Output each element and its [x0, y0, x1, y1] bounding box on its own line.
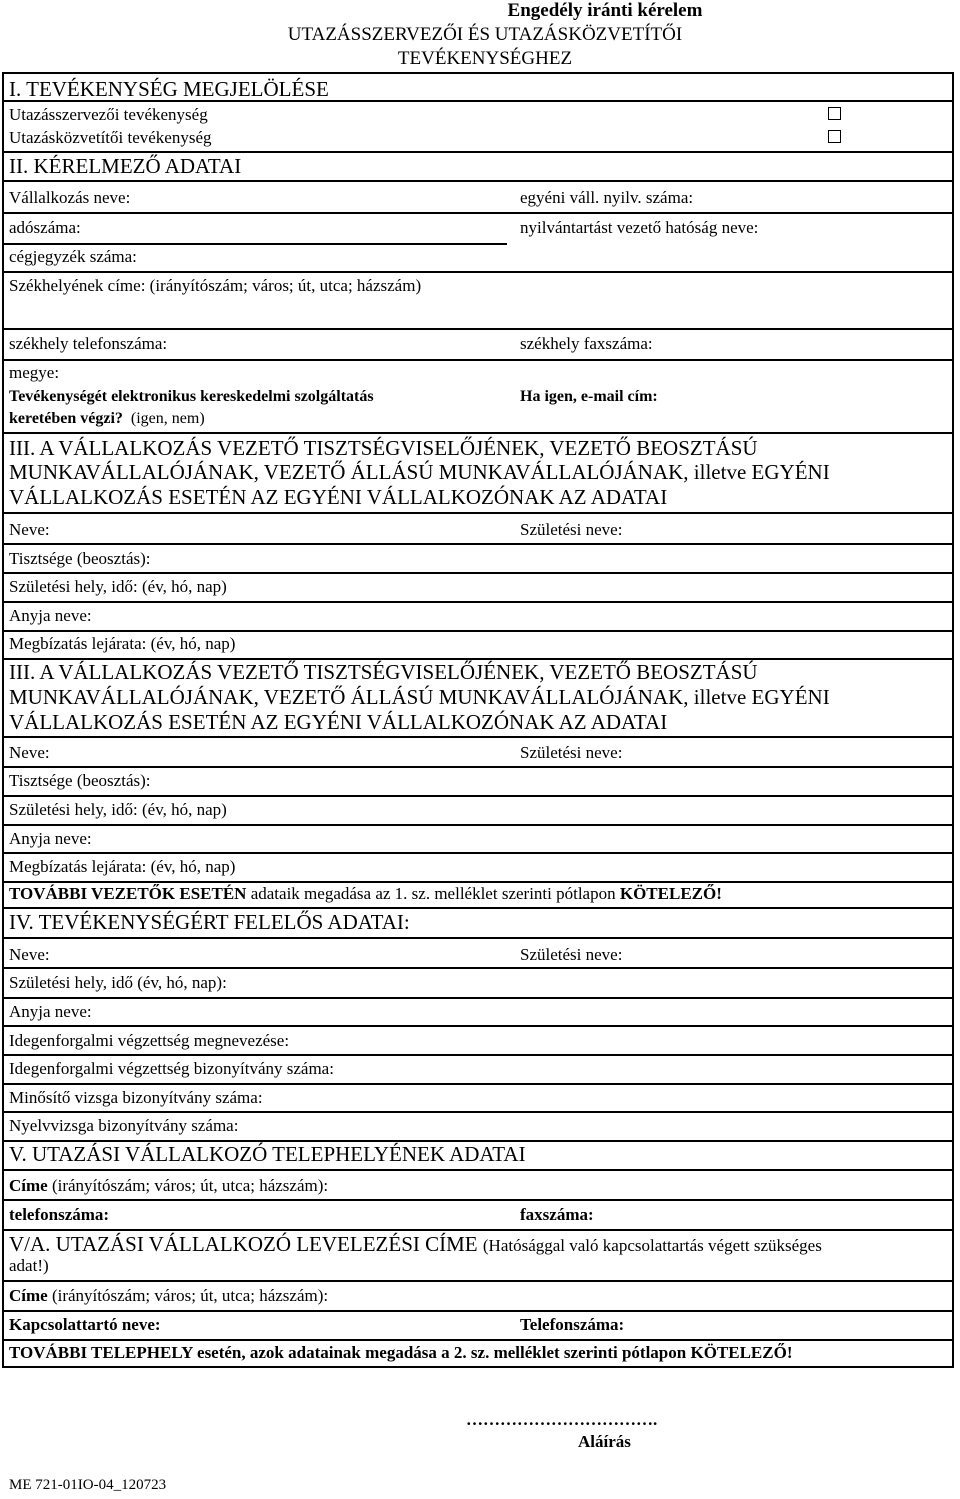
divider — [2, 180, 954, 182]
divider — [2, 881, 954, 883]
divider — [2, 1229, 954, 1231]
leader-mandate: Megbízatás lejárata: — [9, 634, 147, 653]
section-2-title: II. KÉRELMEZŐ ADATAI — [9, 154, 242, 178]
seat-address-label — [9, 276, 421, 296]
section-3-title-l2: MUNKAVÁLLALÓJÁNAK, VEZETŐ ÁLLÁSÚ MUNKAVÁLLALÓJÁNAK, illetve EGYÉNI — [9, 460, 830, 484]
divider — [2, 1280, 954, 1282]
date-hint: (év, hó, nap) — [150, 634, 236, 653]
signature-label: Aláírás — [578, 1432, 631, 1451]
divider — [2, 824, 954, 826]
individual-reg-label: egyéni váll. nyilv. száma: — [520, 188, 694, 207]
section-5a-title — [9, 1232, 822, 1257]
divider — [2, 766, 954, 768]
divider — [2, 937, 954, 939]
county-label: megye: — [9, 363, 60, 382]
checkbox-travel-agent[interactable] — [828, 130, 841, 143]
section-5a-note: (Hatósággal való kapcsolattartás végett szükséges — [482, 1236, 822, 1255]
responsible-birth-name-label: Születési neve: — [520, 945, 623, 964]
divider — [2, 1169, 954, 1171]
option-travel-agent: Utazásközvetítői tevékenység — [9, 128, 212, 147]
qualification-cert-label: Idegenforgalmi végzettség bizonyítvány száma: — [9, 1059, 334, 1078]
further-leaders-mandatory: KÖTELEZŐ! — [619, 884, 722, 903]
divider — [2, 212, 954, 214]
site-address: Címe — [9, 1176, 48, 1195]
site-phone-label: telefonszáma: — [9, 1205, 110, 1224]
divider — [2, 572, 954, 574]
leader2-position-label: Tisztsége (beosztás): — [9, 771, 151, 790]
divider — [2, 997, 954, 999]
further-leaders-note — [9, 884, 722, 904]
form-title: Engedély iránti kérelem — [507, 0, 703, 21]
authority-label: nyilvántartást vezető hatóság neve: — [520, 218, 759, 237]
section-3b-title-l1: III. A VÁLLALKOZÁS VEZETŐ TISZTSÉGVISELŐJÉNEK, VEZETŐ BEOSZTÁSÚ — [9, 660, 758, 684]
leader2-birth-place: Születési hely, idő: — [9, 800, 138, 819]
responsible-name-label: Neve: — [9, 945, 50, 964]
mail-address-hint: (irányítószám; város; út, utca; házszám): — [51, 1286, 329, 1305]
birth-hint: (év, hó, nap): — [137, 973, 227, 992]
divider — [2, 543, 954, 545]
leader2-mandate: Megbízatás lejárata: — [9, 857, 147, 876]
leader-position-label: Tisztsége (beosztás): — [9, 549, 151, 568]
divider — [2, 967, 954, 969]
mail-address: Címe — [9, 1286, 48, 1305]
seat-hint: (irányítószám; város; út, utca; házszám) — [149, 276, 422, 295]
divider — [2, 1025, 954, 1027]
divider — [2, 243, 507, 245]
section-3-title-l3: VÁLLALKOZÁS ESETÉN AZ EGYÉNI VÁLLALKOZÓNAK AZ ADATAI — [9, 485, 668, 509]
site-fax-label: faxszáma: — [520, 1205, 594, 1224]
reg-number-label: cégjegyzék száma: — [9, 247, 137, 266]
form-code: ME 721-01IO-04_120723 — [9, 1477, 167, 1493]
option-tour-operator: Utazásszervezői tevékenység — [9, 105, 208, 124]
leader2-mother-label: Anyja neve: — [9, 829, 92, 848]
section-4-title: IV. TEVÉKENYSÉGÉRT FELELŐS ADATAI: — [9, 910, 410, 934]
signature-line: ……………………………. — [466, 1410, 658, 1429]
divider — [2, 100, 954, 102]
date-hint: (év, hó, nap) — [150, 857, 236, 876]
section-3b-title-l3: VÁLLALKOZÁS ESETÉN AZ EGYÉNI VÁLLALKOZÓNAK AZ ADATAI — [9, 710, 668, 734]
ecommerce-label-l2 — [9, 410, 205, 428]
leader-name-label: Neve: — [9, 520, 50, 539]
site-address-label — [9, 1176, 328, 1196]
checkbox-tour-operator[interactable] — [828, 107, 841, 120]
mail-address-label — [9, 1286, 328, 1306]
divider — [2, 630, 954, 632]
qualification-name-label: Idegenforgalmi végzettség megnevezése: — [9, 1031, 290, 1050]
leader2-birth-place-label — [9, 800, 227, 820]
contact-name-label: Kapcsolattartó neve: — [9, 1315, 161, 1334]
divider — [2, 271, 954, 273]
divider — [2, 1054, 954, 1056]
leader-mandate-label — [9, 634, 235, 654]
divider — [2, 1339, 954, 1341]
section-3-title-l1: III. A VÁLLALKOZÁS VEZETŐ TISZTSÉGVISELŐJÉNEK, VEZETŐ BEOSZTÁSÚ — [9, 436, 758, 460]
form-subtitle: UTAZÁSSZERVEZŐI ÉS UTAZÁSKÖZVETÍTŐI — [287, 24, 683, 45]
section-5-title: V. UTAZÁSI VÁLLALKOZÓ TELEPHELYÉNEK ADATAI — [9, 1142, 526, 1166]
seat-phone-label: székhely telefonszáma: — [9, 334, 168, 353]
leader-birth-place: Születési hely, idő: — [9, 577, 138, 596]
exam-cert-label: Minősítő vizsga bizonyítvány száma: — [9, 1088, 263, 1107]
leader2-mandate-label — [9, 857, 235, 877]
section-5a-note-l2: adat!) — [9, 1256, 49, 1275]
section-5a-heading: V/A. UTAZÁSI VÁLLALKOZÓ LEVELEZÉSI CÍME — [9, 1232, 478, 1256]
divider — [2, 151, 954, 153]
divider — [2, 1083, 954, 1085]
divider — [2, 1111, 954, 1113]
divider — [2, 907, 954, 909]
divider — [2, 328, 954, 330]
section-1-title: I. TEVÉKENYSÉG MEGJELÖLÉSE — [9, 77, 329, 101]
divider — [2, 852, 954, 854]
divider — [2, 432, 954, 434]
divider — [2, 512, 954, 514]
further-leaders-bold: TOVÁBBI VEZETŐK ESETÉN — [9, 884, 247, 903]
tax-number-label: adószáma: — [9, 218, 81, 237]
further-sites-note: TOVÁBBI TELEPHELY esetén, azok adatainak megadása a 2. sz. melléklet szerinti pótlapon KÖTELEZŐ! — [9, 1343, 793, 1362]
divider — [2, 795, 954, 797]
date-hint: (év, hó, nap) — [142, 577, 227, 596]
divider — [2, 1310, 954, 1312]
further-leaders-rest: adataik megadása az 1. sz. melléklet szerinti pótlapon — [250, 884, 616, 903]
responsible-birth-place-label — [9, 973, 227, 993]
divider — [2, 1199, 954, 1201]
language-cert-label: Nyelvvizsga bizonyítvány száma: — [9, 1116, 239, 1135]
section-3b-title-l2: MUNKAVÁLLALÓJÁNAK, VEZETŐ ÁLLÁSÚ MUNKAVÁLLALÓJÁNAK, illetve EGYÉNI — [9, 685, 830, 709]
company-name-label: Vállalkozás neve: — [9, 188, 131, 207]
leader-mother-label: Anyja neve: — [9, 606, 92, 625]
email-label: Ha igen, e-mail cím: — [520, 388, 658, 405]
seat-label: Székhelyének címe: — [9, 276, 146, 295]
leader-birth-name-label: Születési neve: — [520, 520, 623, 539]
divider — [2, 736, 954, 738]
leader2-name-label: Neve: — [9, 743, 50, 762]
divider — [2, 359, 954, 361]
leader-birth-place-label — [9, 577, 227, 597]
divider — [2, 601, 954, 603]
form-subtitle-2: TEVÉKENYSÉGHEZ — [397, 48, 573, 69]
responsible-mother-label: Anyja neve: — [9, 1002, 92, 1021]
leader2-birth-name-label: Születési neve: — [520, 743, 623, 762]
ecommerce-hint: (igen, nem) — [130, 410, 205, 427]
date-hint: (év, hó, nap) — [142, 800, 227, 819]
responsible-birth-place: Születési hely, idő — [9, 973, 134, 992]
site-address-hint: (irányítószám; város; út, utca; házszám): — [51, 1176, 329, 1195]
ecommerce-label-l1: Tevékenységét elektronikus kereskedelmi szolgáltatás — [9, 388, 374, 405]
contact-phone-label: Telefonszáma: — [520, 1315, 625, 1334]
ecommerce-question: keretében végzi? — [9, 410, 123, 427]
seat-fax-label: székhely faxszáma: — [520, 334, 653, 353]
